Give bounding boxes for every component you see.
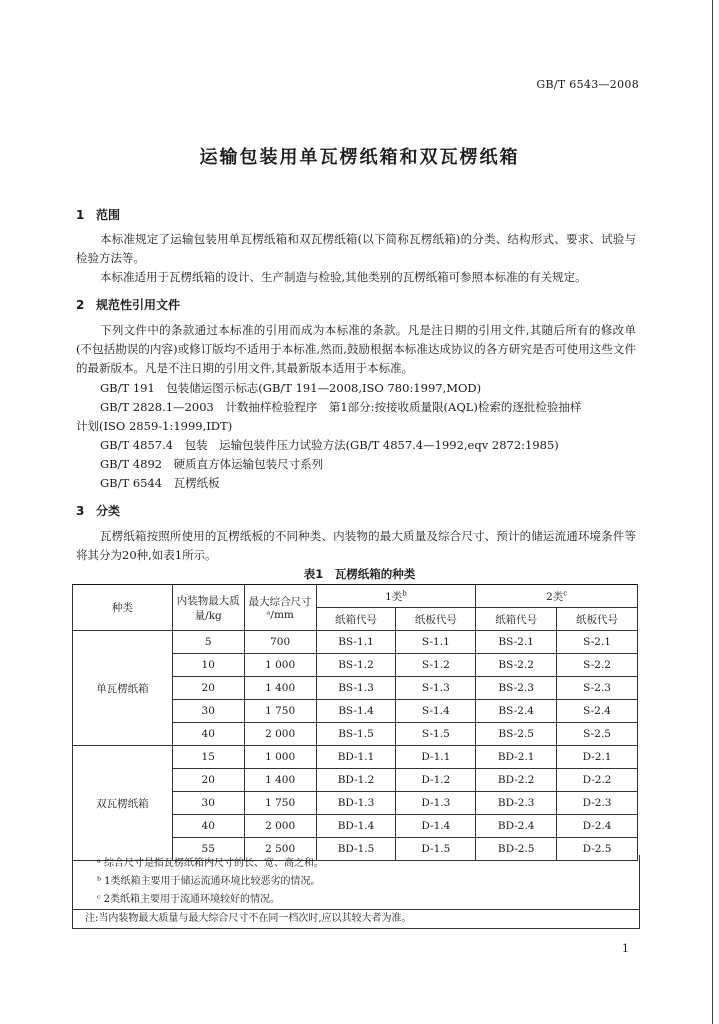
cell-c1-box: BS-1.2: [316, 654, 396, 677]
section-3-paragraph-1: 瓦楞纸箱按照所使用的瓦楞纸板的不同种类、内装物的最大质量及综合尺寸、预计的储运流通环境条件等将其分为20种,如表1所示。: [76, 529, 636, 562]
table-caption: 表1 瓦楞纸箱的种类: [303, 567, 416, 581]
footnote-b: ᵇ 1类纸箱主要用于储运流通环境比较恶劣的情况。: [97, 876, 321, 887]
cell-mass: 20: [172, 769, 244, 792]
cell-c1-box: BD-1.5: [316, 838, 396, 861]
header-kind: 种类: [73, 585, 173, 631]
cell-c1-box: BS-1.5: [316, 723, 396, 746]
section-number: 2: [76, 298, 85, 312]
cell-size: 1 750: [244, 792, 316, 815]
reference-item: GB/T 4857.4 包装 运输包装件压力试验方法(GB/T 4857.4—1992,eqv 2872:1985): [100, 438, 559, 452]
cell-size: 2 500: [244, 838, 316, 861]
section-title: 分类: [96, 504, 121, 518]
cell-c2-board: D-2.5: [557, 838, 638, 861]
cell-c2-box: BS-2.5: [476, 723, 557, 746]
cell-c1-board: S-1.3: [396, 677, 476, 700]
section-1-paragraph-1: 本标准规定了运输包装用单瓦楞纸箱和双瓦楞纸箱(以下简称瓦楞纸箱)的分类、结构形式、要求、试验与检验方法等。: [76, 232, 636, 265]
cell-mass: 55: [172, 838, 244, 861]
group-kind-cell: 单瓦楞纸箱: [73, 631, 173, 746]
header-class-1: 1类$^b$: [316, 585, 476, 608]
cell-c2-board: S-2.1: [557, 631, 638, 654]
header-board-code: 纸板代号: [557, 608, 638, 631]
cell-c2-board: S-2.5: [557, 723, 638, 746]
section-2-heading: [76, 296, 180, 313]
cell-mass: 5: [172, 631, 244, 654]
cell-c1-board: D-1.2: [396, 769, 476, 792]
page-title: 运输包装用单瓦楞纸箱和双瓦楞纸箱: [199, 147, 520, 168]
table-body: [73, 631, 638, 861]
section-1-heading: [76, 206, 120, 223]
cell-c2-board: D-2.1: [557, 746, 638, 769]
cell-size: 1 000: [244, 654, 316, 677]
cell-size: 1 400: [244, 769, 316, 792]
cell-c2-box: BS-2.2: [476, 654, 557, 677]
cell-size: 700: [244, 631, 316, 654]
header-max-mass: 内装物最大质量/kg: [172, 585, 244, 631]
cell-c2-box: BS-2.4: [476, 700, 557, 723]
footnote-c: ᶜ 2类纸箱主要用于流通环境较好的情况。: [97, 894, 281, 905]
standard-code: GB/T 6543—2008: [536, 78, 639, 91]
cell-c2-box: BD-2.5: [476, 838, 557, 861]
cell-c1-board: S-1.4: [396, 700, 476, 723]
cell-c2-board: S-2.4: [557, 700, 638, 723]
cell-mass: 40: [172, 723, 244, 746]
cell-c1-board: S-1.5: [396, 723, 476, 746]
cell-mass: 20: [172, 677, 244, 700]
page-number: 1: [622, 942, 629, 955]
cell-c1-board: D-1.4: [396, 815, 476, 838]
cell-mass: 40: [172, 815, 244, 838]
cell-c2-box: BD-2.3: [476, 792, 557, 815]
cell-c1-box: BS-1.4: [316, 700, 396, 723]
section-number: 1: [76, 208, 85, 222]
cell-c1-board: D-1.3: [396, 792, 476, 815]
cell-c1-board: S-1.1: [396, 631, 476, 654]
cell-c2-board: S-2.2: [557, 654, 638, 677]
cell-mass: 10: [172, 654, 244, 677]
table-row: [73, 746, 638, 769]
group-kind-cell: 双瓦楞纸箱: [73, 746, 173, 861]
cell-size: 2 000: [244, 723, 316, 746]
cell-mass: 15: [172, 746, 244, 769]
cell-c2-board: S-2.3: [557, 677, 638, 700]
cell-c1-box: BD-1.2: [316, 769, 396, 792]
cell-size: 1 750: [244, 700, 316, 723]
reference-item: GB/T 191 包装储运图示标志(GB/T 191—2008,ISO 780:1997,MOD): [100, 381, 482, 395]
cell-c1-box: BD-1.1: [316, 746, 396, 769]
section-3-heading: [76, 502, 120, 519]
cell-c1-box: BD-1.3: [316, 792, 396, 815]
cell-c2-board: D-2.4: [557, 815, 638, 838]
header-box-code: 纸箱代号: [476, 608, 557, 631]
header-board-code: 纸板代号: [396, 608, 476, 631]
section-title: 规范性引用文件: [96, 298, 181, 312]
section-title: 范围: [96, 208, 121, 222]
header-max-size: 最大综合尺寸ᵃ/mm: [244, 585, 316, 631]
cell-c2-box: BD-2.2: [476, 769, 557, 792]
section-1-paragraph-2: 本标准适用于瓦楞纸箱的设计、生产制造与检验,其他类别的瓦楞纸箱可参照本标准的有关规定。: [100, 270, 587, 284]
cell-c1-box: BS-1.1: [316, 631, 396, 654]
table-header-row: [73, 585, 638, 608]
table-row: [73, 631, 638, 654]
cell-mass: 30: [172, 700, 244, 723]
cell-c2-box: BD-2.4: [476, 815, 557, 838]
reference-item: GB/T 2828.1—2003 计数抽样检验程序 第1部分:按接收质量限(AQL)检索的逐批检验抽样: [100, 400, 582, 414]
cell-c1-board: S-1.2: [396, 654, 476, 677]
cell-c1-board: D-1.5: [396, 838, 476, 861]
cell-c2-box: BS-2.1: [476, 631, 557, 654]
cell-c2-board: D-2.2: [557, 769, 638, 792]
cell-mass: 30: [172, 792, 244, 815]
section-2-paragraph-1: 下列文件中的条款通过本标准的引用而成为本标准的条款。凡是注日期的引用文件,其随后所有的修改单(不包括勘误的内容)或修订版均不适用于本标准,然而,鼓励根据本标准达成协议的各方研究是否可使用这些文件的最新版本。凡是不注日期的引用文件,其最新版本适用于本标准。: [76, 323, 636, 375]
header-box-code: 纸箱代号: [316, 608, 396, 631]
cell-c2-board: D-2.3: [557, 792, 638, 815]
reference-item: GB/T 6544 瓦楞纸板: [100, 476, 220, 490]
box-kinds-table: [72, 584, 638, 861]
section-number: 3: [76, 504, 85, 518]
footnote-a: ᵃ 综合尺寸是指瓦楞纸箱内尺寸的长、宽、高之和。: [97, 858, 325, 869]
cell-size: 2 000: [244, 815, 316, 838]
cell-c1-board: D-1.1: [396, 746, 476, 769]
reference-item-continuation: 计划(ISO 2859-1:1999,IDT): [76, 419, 233, 433]
cell-c1-box: BD-1.4: [316, 815, 396, 838]
reference-item: GB/T 4892 硬质直方体运输包装尺寸系列: [100, 457, 324, 471]
cell-c1-box: BS-1.3: [316, 677, 396, 700]
header-class-2: 2类$^c$: [476, 585, 638, 608]
cell-size: 1 400: [244, 677, 316, 700]
cell-c2-box: BS-2.3: [476, 677, 557, 700]
cell-size: 1 000: [244, 746, 316, 769]
cell-c2-box: BD-2.1: [476, 746, 557, 769]
table-note: 注:当内装物最大质量与最大综合尺寸不在同一档次时,应以其较大者为准。: [73, 909, 639, 928]
table-notes: [72, 855, 640, 929]
